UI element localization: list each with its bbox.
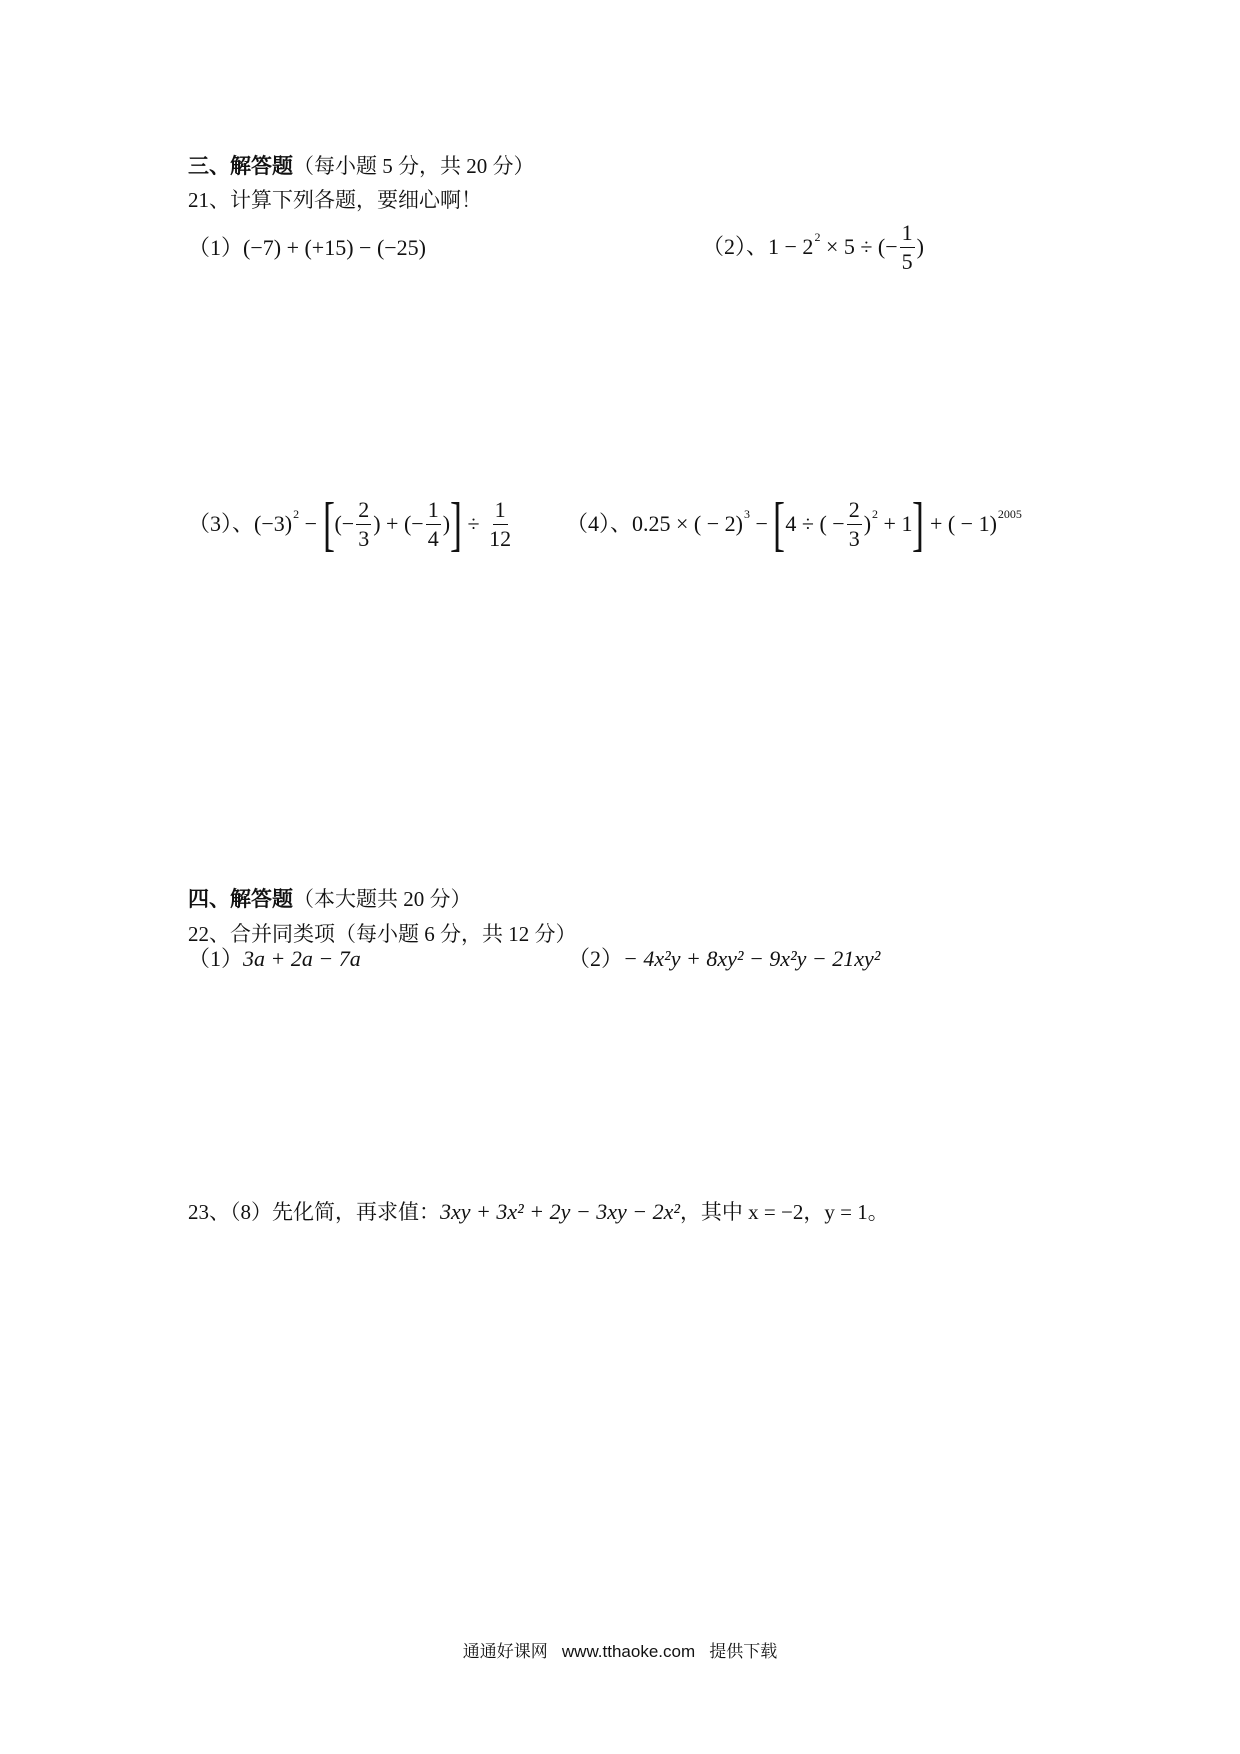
q22-part-2-expression: − 4x²y + 8xy² − 9x²y − 21xy² xyxy=(623,946,881,971)
question-23-expression: 3xy + 3x² + 2y − 3xy − 2x² xyxy=(440,1199,680,1224)
section-3-note: （每小题 5 分，共 20 分） xyxy=(293,154,535,178)
q21-part-4-expr-e: + 1 xyxy=(878,511,913,536)
q21-part-4-exponent-3: 2005 xyxy=(997,507,1022,521)
q21-part-3-denominator-3: 12 xyxy=(489,525,512,551)
q21-part-3-minus: − xyxy=(299,511,323,536)
q21-part-2-exponent: 2 xyxy=(814,230,821,244)
q21-part-3-expr-d: ) + (− xyxy=(373,511,424,536)
q21-part-3-numerator-2: 1 xyxy=(426,499,441,525)
page-footer: 通通好课网 www.tthaoke.com 提供下载 xyxy=(462,1642,778,1661)
q22-part-1-expression: 3a + 2a − 7a xyxy=(243,946,361,971)
q21-part-2-close: ) xyxy=(916,234,924,259)
q21-part-4-right-bracket: ] xyxy=(912,491,925,557)
q22-part-1-label: （1） xyxy=(188,946,244,971)
q21-part-3-fraction-1 xyxy=(356,496,371,551)
q21-part-4-label: （4）、 xyxy=(566,511,633,536)
q21-part-4-expr-a: 0.25 × ( − 2) xyxy=(632,511,743,536)
q21-part-3-right-bracket: ] xyxy=(450,491,463,557)
question-21-label: 21、计算下列各题，要细心啊！ xyxy=(188,188,482,212)
question-22-label: 22、合并同类项（每小题 6 分，共 12 分） xyxy=(188,922,577,946)
q21-part-2-denominator: 5 xyxy=(901,248,913,274)
q21-part-1-label: （1） xyxy=(188,235,244,260)
q21-part-2 xyxy=(702,218,924,276)
q21-part-3-denominator-1: 3 xyxy=(358,525,370,551)
q21-part-4-exponent-2: 2 xyxy=(872,507,879,521)
q21-part-2-numerator: 1 xyxy=(900,222,915,248)
q22-part-1 xyxy=(188,945,361,973)
q21-part-3-divide: ÷ xyxy=(462,511,486,536)
q21-part-4-expr-f: + ( − 1) xyxy=(924,511,997,536)
q21-part-4-denominator: 3 xyxy=(848,525,860,551)
q21-part-1-expression: (−7) + (+15) − (−25) xyxy=(243,235,427,260)
q21-part-3-expr-a: (−3) xyxy=(254,511,293,536)
q21-part-4 xyxy=(566,491,1022,557)
section-4-note: （本大题共 20 分） xyxy=(293,887,472,911)
q21-part-3-exponent: 2 xyxy=(293,507,300,521)
q21-part-2-expr-b: × 5 ÷ (− xyxy=(820,234,898,259)
q21-part-2-label: （2）、 xyxy=(702,234,769,259)
q21-part-4-exponent-1: 3 xyxy=(743,507,750,521)
section-3-heading xyxy=(188,152,535,180)
section-3-title: 三、解答题 xyxy=(188,154,293,178)
q22-part-2-label: （2） xyxy=(568,946,624,971)
q21-part-4-left-bracket: [ xyxy=(773,491,786,557)
q21-part-4-fraction xyxy=(847,496,862,551)
q21-part-3 xyxy=(188,491,515,557)
q21-part-3-left-bracket: [ xyxy=(322,491,335,557)
q21-part-3-expr-c: (− xyxy=(334,511,355,536)
q21-part-3-expr-e: ) xyxy=(442,511,451,536)
question-23-label: 23、（8）先化简，再求值： xyxy=(188,1200,440,1224)
q21-part-4-expr-c: 4 ÷ ( − xyxy=(785,511,845,536)
q22-part-2 xyxy=(568,945,880,973)
q21-part-2-expr-a: 1 − 2 xyxy=(768,234,814,259)
section-4-title: 四、解答题 xyxy=(188,887,293,911)
q21-part-1 xyxy=(188,234,426,262)
q21-part-3-numerator-1: 2 xyxy=(356,499,371,525)
q21-part-3-fraction-3 xyxy=(487,496,513,551)
q21-part-4-expr-d: ) xyxy=(863,511,872,536)
question-23 xyxy=(188,1198,889,1226)
q21-part-4-minus: − xyxy=(749,511,774,536)
q21-part-3-denominator-2: 4 xyxy=(427,525,439,551)
question-23-condition: ，其中 x = −2，y = 1。 xyxy=(679,1200,889,1224)
q21-part-3-fraction-2 xyxy=(426,496,441,551)
section-4-heading xyxy=(188,885,472,913)
q21-part-3-label: （3）、 xyxy=(188,511,255,536)
q21-part-4-numerator: 2 xyxy=(847,499,862,525)
q21-part-2-fraction xyxy=(900,219,915,274)
q21-part-3-numerator-3: 1 xyxy=(493,499,508,525)
